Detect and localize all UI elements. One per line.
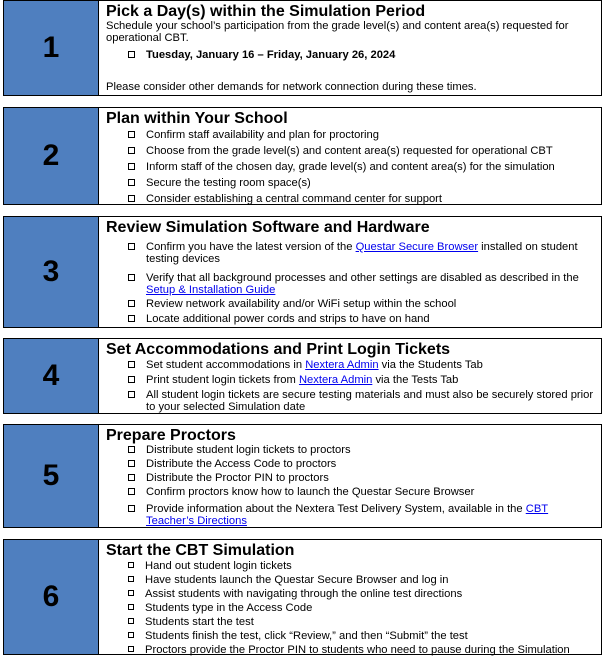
checkbox-icon[interactable] <box>128 590 134 596</box>
step-intro: Schedule your school’s participation from the grade level(s) and content area(s) requested for operational CBT. <box>106 20 569 44</box>
checkbox-icon[interactable] <box>128 131 135 138</box>
checkbox-icon[interactable] <box>128 163 135 170</box>
step-content <box>99 339 601 413</box>
list-item: Review network availability and/or WiFi setup within the school <box>128 298 597 310</box>
checkbox-icon[interactable] <box>128 51 135 58</box>
step-1-section <box>3 0 602 96</box>
questar-browser-link[interactable]: Questar Secure Browser <box>355 241 479 253</box>
checklist <box>106 129 597 205</box>
list-item: Assist students with navigating through the online test directions <box>128 588 597 600</box>
setup-guide-link[interactable]: Setup & Installation Guide <box>146 284 276 296</box>
checkbox-icon[interactable] <box>128 474 135 481</box>
list-item: Confirm proctors know how to launch the Questar Secure Browser <box>128 486 597 498</box>
date-range: Tuesday, January 16 – Friday, January 26, 2024 <box>146 49 396 61</box>
checkbox-icon[interactable] <box>128 505 135 512</box>
list-item: Students start the test <box>128 616 597 628</box>
list-item: Distribute student login tickets to proctors <box>128 444 597 456</box>
checklist <box>106 359 597 413</box>
list-item: Print student login tickets from Nextera Admin via the Tests Tab <box>128 374 597 386</box>
list-item: Confirm you have the latest version of the Questar Secure Browser installed on student testing devices <box>128 241 597 265</box>
checkbox-icon[interactable] <box>128 488 135 495</box>
checkbox-icon[interactable] <box>128 274 135 281</box>
checklist <box>106 241 597 325</box>
step-title: Set Accommodations and Print Login Tickets <box>106 341 451 358</box>
checkbox-icon[interactable] <box>128 618 134 624</box>
step-4-section <box>3 338 602 414</box>
date-range-item <box>128 49 597 61</box>
step-number: 5 <box>4 425 99 527</box>
checkbox-icon[interactable] <box>128 576 134 582</box>
checkbox-icon[interactable] <box>128 376 135 383</box>
checkbox-icon[interactable] <box>128 195 135 202</box>
step-title: Pick a Day(s) within the Simulation Period <box>106 3 426 20</box>
checkbox-icon[interactable] <box>128 361 135 368</box>
list-item: Proctors provide the Proctor PIN to students who need to pause during the Simulation <box>128 644 597 656</box>
list-item: Students finish the test, click “Review,” and then “Submit” the test <box>128 630 597 642</box>
checkbox-icon[interactable] <box>128 300 135 307</box>
list-item: Inform staff of the chosen day, grade level(s) and content area(s) for the simulation <box>128 161 597 173</box>
step-content <box>99 540 601 654</box>
list-item: Locate additional power cords and strips to have on hand <box>128 313 597 325</box>
list-item: Distribute the Access Code to proctors <box>128 458 597 470</box>
step-6-section <box>3 539 602 655</box>
list-item: Set student accommodations in Nextera Admin via the Students Tab <box>128 359 597 371</box>
step-number: 3 <box>4 217 99 327</box>
step-number: 4 <box>4 339 99 413</box>
list-item: Provide information about the Nextera Test Delivery System, available in the CBT Teacher’s Directions <box>128 503 597 527</box>
checkbox-icon[interactable] <box>128 446 135 453</box>
list-item: Confirm staff availability and plan for proctoring <box>128 129 597 141</box>
checkbox-icon[interactable] <box>128 562 134 568</box>
step-title: Plan within Your School <box>106 110 288 127</box>
teachers-directions-link[interactable]: CBT Teacher’s Directions <box>146 503 549 527</box>
list-item: Students type in the Access Code <box>128 602 597 614</box>
step-title: Start the CBT Simulation <box>106 542 295 559</box>
step-content <box>99 1 601 95</box>
step-5-section <box>3 424 602 528</box>
list-item: Secure the testing room space(s) <box>128 177 597 189</box>
step-content <box>99 217 601 327</box>
checkbox-icon[interactable] <box>128 179 135 186</box>
nextera-admin-link[interactable]: Nextera Admin <box>298 374 373 386</box>
list-item: Choose from the grade level(s) and content area(s) requested for operational CBT <box>128 145 597 157</box>
step-number: 6 <box>4 540 99 654</box>
checkbox-icon[interactable] <box>128 315 135 322</box>
checkbox-icon[interactable] <box>128 147 135 154</box>
step-number: 2 <box>4 108 99 204</box>
list-item: Distribute the Proctor PIN to proctors <box>128 472 597 484</box>
list-item: Hand out student login tickets <box>128 560 597 572</box>
step-note: Please consider other demands for network connection during these times. <box>106 81 477 93</box>
checkbox-icon[interactable] <box>128 632 134 638</box>
checkbox-icon[interactable] <box>128 243 135 250</box>
step-content <box>99 425 601 527</box>
list-item: Consider establishing a central command center for support <box>128 193 597 205</box>
step-number: 1 <box>4 1 99 95</box>
checklist <box>106 560 597 656</box>
step-2-section <box>3 107 602 205</box>
list-item: Have students launch the Questar Secure Browser and log in <box>128 574 597 586</box>
list-item: All student login tickets are secure testing materials and must also be securely stored prior to your selected Simulation date <box>128 389 597 413</box>
checkbox-icon[interactable] <box>128 646 134 652</box>
checkbox-icon[interactable] <box>128 391 135 398</box>
step-title: Prepare Proctors <box>106 427 236 444</box>
checkbox-icon[interactable] <box>128 460 135 467</box>
nextera-admin-link[interactable]: Nextera Admin <box>305 359 379 371</box>
checklist <box>106 444 597 527</box>
step-title: Review Simulation Software and Hardware <box>106 219 430 236</box>
step-3-section <box>3 216 602 328</box>
list-item: Verify that all background processes and other settings are disabled as described in the Setup & Installation Guide <box>128 272 597 296</box>
step-content <box>99 108 601 204</box>
checkbox-icon[interactable] <box>128 604 134 610</box>
